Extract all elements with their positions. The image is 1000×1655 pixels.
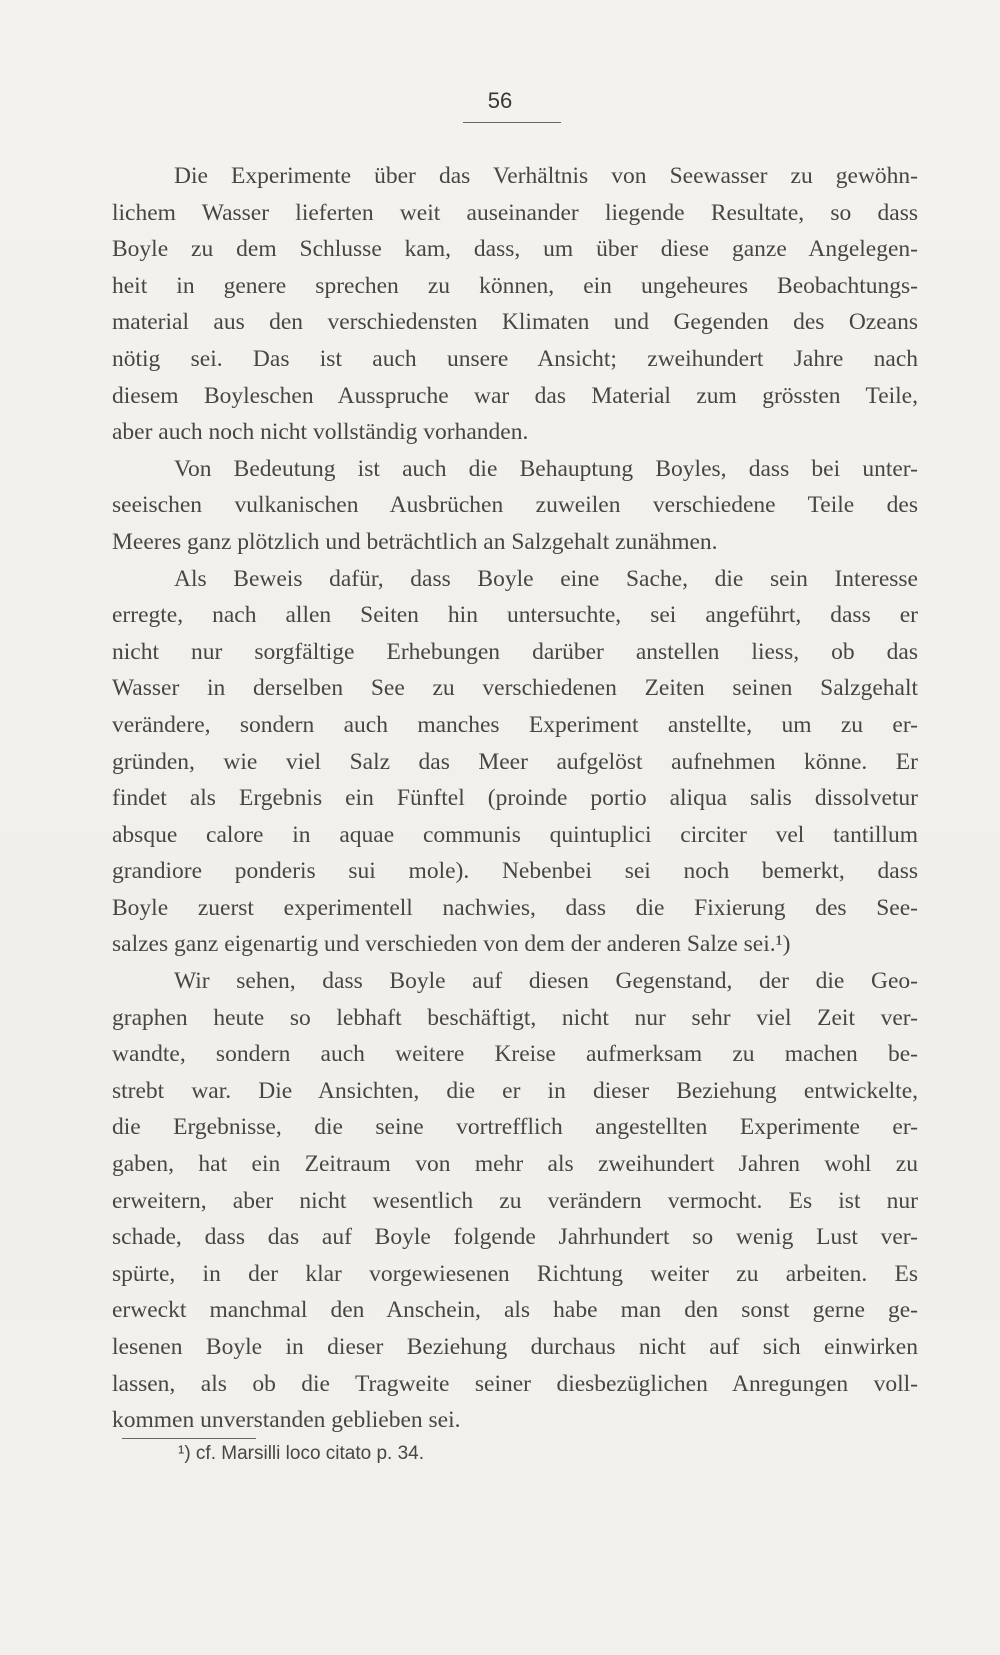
text-line: verändere, sondern auch manches Experiment anstellte, um zu er- <box>112 711 918 738</box>
text-line: Die Experimente über das Verhältnis von Seewasser zu gewöhn- <box>174 163 918 189</box>
text-line: Von Bedeutung ist auch die Behauptung Boyles, dass bei unter- <box>174 455 918 482</box>
text-line: strebt war. Die Ansichten, die er in dieser Beziehung entwickelte, <box>112 1077 918 1104</box>
text-line: lichem Wasser lieferten weit auseinander liegende Resultate, so dass <box>112 199 918 226</box>
text-line: absque calore in aquae communis quintuplici circiter vel tantillum <box>112 821 918 848</box>
text-line: erweitern, aber nicht wesentlich zu verändern vermocht. Es ist nur <box>112 1187 918 1214</box>
text-line: Wasser in derselben See zu verschiedenen Zeiten seinen Salzgehalt <box>112 675 918 702</box>
text-line: lesenen Boyle in dieser Beziehung durchaus nicht auf sich einwirken <box>112 1334 918 1360</box>
header-rule <box>463 122 561 123</box>
text-line: nötig sei. Das ist auch unsere Ansicht; zweihundert Jahre nach <box>112 345 918 372</box>
text-line: findet als Ergebnis ein Fünftel (proinde portio aliqua salis dissolvetur <box>112 785 918 812</box>
text-line: erregte, nach allen Seiten hin untersuchte, sei angeführt, dass er <box>112 602 918 629</box>
text-line: gaben, hat ein Zeitraum von mehr als zweihundert Jahren wohl zu <box>112 1151 918 1178</box>
footnote: ¹) cf. Marsilli loco citato p. 34. <box>178 1443 425 1464</box>
text-line: Boyle zuerst experimentell nachwies, dass die Fixierung des See- <box>112 894 918 921</box>
text-line: schade, dass das auf Boyle folgende Jahrhundert so wenig Lust ver- <box>112 1224 918 1251</box>
text-line: Boyle zu dem Schlusse kam, dass, um über diese ganze Angelegen- <box>112 236 918 263</box>
text-line: grandiore ponderis sui mole). Nebenbei sei noch bemerkt, dass <box>112 858 918 885</box>
text-line: heit in genere sprechen zu können, ein ungeheures Beobachtungs- <box>112 272 918 299</box>
text-line: erweckt manchmal den Anschein, als habe man den sonst gerne ge- <box>112 1297 918 1324</box>
text-line: diesem Boyleschen Ausspruche war das Material zum grössten Teile, <box>112 382 918 409</box>
text-line: Meeres ganz plötzlich und beträchtlich an Salzgehalt zunähmen. <box>112 528 718 555</box>
text-line: Als Beweis dafür, dass Boyle eine Sache, die sein Interesse <box>174 565 918 592</box>
text-line: lassen, als ob die Tragweite seiner diesbezüglichen Anregungen voll- <box>112 1370 918 1397</box>
body-text <box>112 158 918 1439</box>
text-line: gründen, wie viel Salz das Meer aufgelöst aufnehmen könne. Er <box>112 748 918 775</box>
text-line: nicht nur sorgfältige Erhebungen darüber anstellen liess, ob das <box>112 638 918 665</box>
text-line: kommen unverstanden geblieben sei. <box>112 1407 461 1434</box>
text-line: wandte, sondern auch weitere Kreise aufmerksam zu machen be- <box>112 1041 918 1068</box>
text-line: Wir sehen, dass Boyle auf diesen Gegenstand, der die Geo- <box>174 968 918 995</box>
text-line: graphen heute so lebhaft beschäftigt, nicht nur sehr viel Zeit ver- <box>112 1004 918 1031</box>
text-line: aber auch noch nicht vollständig vorhanden. <box>112 419 529 446</box>
footnote-rule <box>122 1438 256 1439</box>
text-line: seeischen vulkanischen Ausbrüchen zuweilen verschiedene Teile des <box>112 492 918 519</box>
text-line: die Ergebnisse, die seine vortrefflich angestellten Experimente er- <box>112 1114 918 1141</box>
text-line: spürte, in der klar vorgewiesenen Richtung weiter zu arbeiten. Es <box>112 1260 918 1287</box>
text-line: material aus den verschiedensten Klimaten und Gegenden des Ozeans <box>112 309 918 336</box>
page-number: 56 <box>487 88 513 113</box>
text-line: salzes ganz eigenartig und verschieden von dem der anderen Salze sei.¹) <box>112 931 791 958</box>
